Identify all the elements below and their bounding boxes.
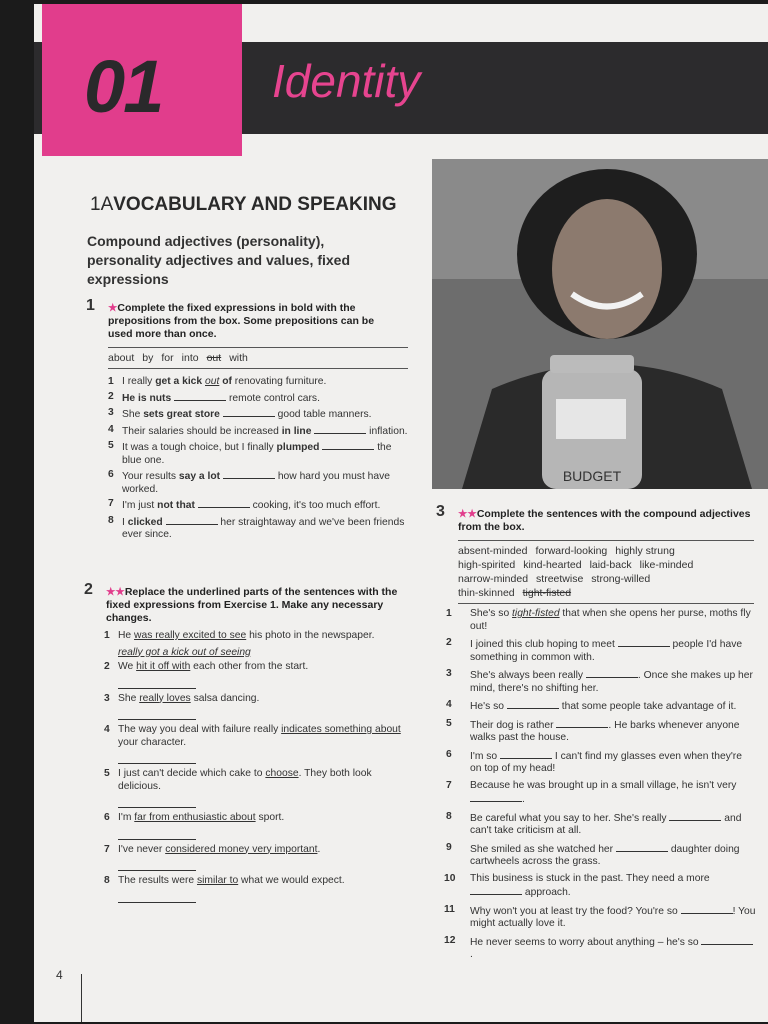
answer-blank[interactable]	[470, 885, 522, 895]
section-title: 1AVOCABULARY AND SPEAKING	[90, 194, 397, 215]
answer-blank[interactable]	[314, 424, 366, 434]
page-divider	[81, 974, 82, 1022]
exercise-3-items	[444, 608, 756, 966]
list-item: 2 I joined this club hoping to meet people I'd have something in common with.	[446, 637, 743, 663]
list-item: 8 The results were similar to what we would expect.	[104, 875, 404, 903]
exercise-1-items	[108, 376, 408, 544]
exercise-2-number: 2	[84, 581, 93, 598]
list-item: 10 This business is stuck in the past. They need a more approach.	[444, 872, 710, 898]
list-item: 4 Their salaries should be increased in line inflation.	[108, 423, 408, 437]
list-item: 1 She's so tight-fisted that when she opens her purse, moths fly out!	[446, 608, 751, 632]
answer-line[interactable]	[118, 856, 196, 871]
exercise-3-number: 3	[436, 503, 445, 520]
answer-line[interactable]	[118, 749, 196, 764]
answer-line[interactable]	[118, 825, 196, 840]
answer-blank[interactable]	[556, 718, 608, 728]
answer-line[interactable]	[118, 705, 196, 720]
list-item: 7 Because he was brought up in a small village, he isn't very .	[446, 779, 737, 805]
answer-blank[interactable]	[507, 699, 559, 709]
exercise-3-word-box: absent-minded forward-looking highly strung high-spirited kind-hearted laid-back like-minded narrow-minded streetwise strong-willed thin-skinned tight-fisted	[458, 540, 754, 604]
list-item: 11 Why won't you at least try the food? You're so ! You might actually love it.	[444, 903, 756, 929]
list-item: 6 I'm so I can't find my glasses even when they're on top of my head!	[446, 748, 742, 774]
list-item: 3 She really loves salsa dancing.	[104, 693, 404, 721]
answer-blank[interactable]	[586, 668, 638, 678]
list-item: 4 The way you deal with failure really indicates something about your character.	[104, 724, 404, 764]
unit-title: Identity	[272, 55, 421, 107]
answer-blank[interactable]	[223, 407, 275, 417]
list-item: 5 I just can't decide which cake to choose. They both look delicious.	[104, 768, 404, 808]
workbook-page	[34, 4, 768, 1022]
list-item: 5 Their dog is rather . He barks whenever anyone walks past the house.	[446, 717, 740, 743]
list-item: 12 He never seems to worry about anything – he's so .	[444, 935, 756, 962]
answer-blank[interactable]	[500, 749, 552, 759]
list-item: 8 I clicked her straightaway and we've been friends ever since.	[108, 514, 405, 540]
list-item: 1 He was really excited to see his photo in the newspaper. really got a kick out of seeing	[104, 630, 375, 658]
list-item: 3 She sets great store good table manners.	[108, 407, 372, 420]
answer-blank[interactable]	[174, 391, 226, 401]
answer-blank[interactable]	[669, 811, 721, 821]
list-item: 7 I'm just not that cooking, it's too much effort.	[108, 498, 381, 511]
answer-line[interactable]	[118, 888, 196, 903]
jar-label: BUDGET	[562, 468, 622, 484]
exercise-1-number: 1	[86, 297, 95, 314]
exercise-1-word-box: about by for into out with	[108, 347, 408, 369]
section-subtitle: Compound adjectives (personality), personality adjectives and values, fixed expressions	[87, 233, 350, 287]
answer-line[interactable]	[118, 674, 196, 689]
answer-blank[interactable]	[322, 440, 374, 450]
answer-blank[interactable]	[681, 904, 733, 914]
answer-blank[interactable]	[198, 498, 250, 508]
list-item: 7 I've never considered money very important.	[104, 844, 404, 872]
list-item: 3 She's always been really . Once she makes up her mind, there's no shifting her.	[446, 668, 753, 694]
answer-blank[interactable]	[223, 469, 275, 479]
list-item: 6 I'm far from enthusiastic about sport.	[104, 812, 404, 840]
exercise-2-items	[104, 630, 404, 907]
answer-blank[interactable]	[701, 935, 753, 945]
answer-line[interactable]	[118, 793, 196, 808]
list-item: 1 I really get a kick out of renovating furniture.	[108, 376, 327, 387]
exercise-2-instruction: ★★Replace the underlined parts of the sentences with the fixed expressions from Exercise 1. Make any necessary changes.	[106, 586, 398, 624]
list-item: 2 He is nuts remote control cars.	[108, 390, 320, 404]
answer-blank[interactable]	[616, 842, 668, 852]
list-item: 5 It was a tough choice, but I finally plumped the blue one.	[108, 440, 392, 466]
list-item: 6 Your results say a lot how hard you must have worked.	[108, 469, 390, 495]
photo-woman-with-budget-jar	[432, 159, 768, 489]
exercise-3-instruction: ★★Complete the sentences with the compound adjectives from the box.	[458, 508, 751, 533]
list-item: 8 Be careful what you say to her. She's really and can't take criticism at all.	[446, 810, 742, 836]
list-item: 2 We hit it off with each other from the start.	[104, 661, 404, 689]
unit-number: 01	[84, 45, 163, 128]
page-number: 4	[56, 968, 63, 982]
list-item: 4 He's so that some people take advantage of it.	[446, 699, 737, 712]
list-item: 9 She smiled as she watched her daughter doing cartwheels across the grass.	[446, 841, 740, 867]
answer-blank[interactable]	[470, 792, 522, 802]
answer-blank[interactable]	[618, 637, 670, 647]
answer-blank[interactable]	[166, 515, 218, 525]
exercise-1-instruction: ★Complete the fixed expressions in bold with the prepositions from the box. Some prepositions can be used more than once.	[108, 302, 375, 340]
example-answer: really got a kick out of seeing	[118, 646, 251, 658]
